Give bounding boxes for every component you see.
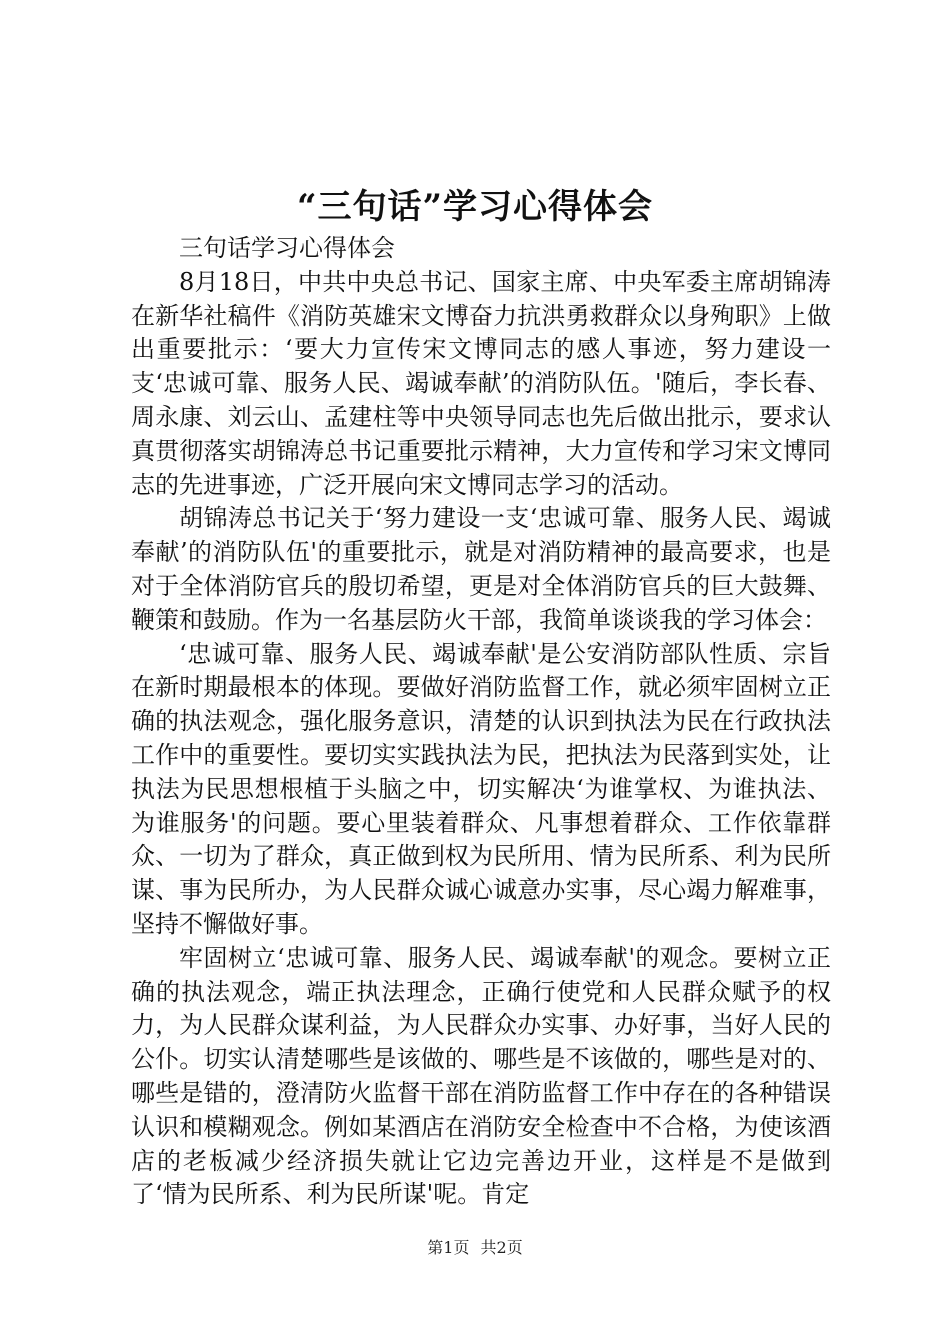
page-number: 第1页 (427, 1238, 470, 1257)
paragraph: 8月18日，中共中央总书记、国家主席、中央军委主席胡锦涛在新华社稿件《消防英雄宋文博奋力抗洪勇救群众以身殉职》上做出重要批示：‘要大力宣传宋文博同志的感人事迹，努力建设一支‘忠诚可靠、服务人民、竭诚奉献’的消防队伍。'随后，李长春、周永康、刘云山、孟建柱等中央领导同志也先后做出批示，要求认真贯彻落实胡锦涛总书记重要批示精神，大力宣传和学习宋文博同志的先进事迹，广泛开展向宋文博同志学习的活动。 (131, 267, 831, 499)
document-body (131, 232, 831, 1212)
paragraph: ‘忠诚可靠、服务人民、竭诚奉献'是公安消防部队性质、宗旨在新时期最根本的体现。要做好消防监督工作，就必须牢固树立正确的执法观念，强化服务意识，清楚的认识到执法为民在行政执法工作中的重要性。要切实实践执法为民，把执法为民落到实处，让执法为民思想根植于头脑之中，切实解决‘为谁掌权、为谁执法、为谁服务'的问题。要心里装着群众、凡事想着群众、工作依靠群众、一切为了群众，真正做到权为民所用、情为民所系、利为民所谋、事为民所办，为人民群众诚心诚意办实事，尽心竭力解难事，坚持不懈做好事。 (131, 639, 831, 938)
document-title: “三句话”学习心得体会 (296, 187, 654, 227)
paragraph: 牢固树立‘忠诚可靠、服务人民、竭诚奉献'的观念。要树立正确的执法观念，端正执法理念，正确行使党和人民群众赋予的权力，为人民群众谋利益，为人民群众办实事、办好事，当好人民的公仆。切实认清楚哪些是该做的、哪些是不该做的，哪些是对的、哪些是错的，澄清防火监督干部在消防监督工作中存在的各种错误认识和模糊观念。例如某酒店在消防安全检查中不合格，为使该酒店的老板减少经济损失就让它边完善边开业，这样是不是做到了‘情为民所系、利为民所谋'呢。肯定 (131, 943, 831, 1209)
paragraph: 胡锦涛总书记关于‘努力建设一支‘忠诚可靠、服务人民、竭诚奉献’的消防队伍'的重要批示，就是对消防精神的最高要求，也是对于全体消防官兵的殷切希望，更是对全体消防官兵的巨大鼓舞、鞭策和鼓励。作为一名基层防火干部，我简单谈谈我的学习体会： (131, 504, 831, 634)
paragraph: 三句话学习心得体会 (179, 234, 395, 262)
page-footer (0, 1236, 950, 1260)
page-total: 共2页 (480, 1238, 523, 1257)
